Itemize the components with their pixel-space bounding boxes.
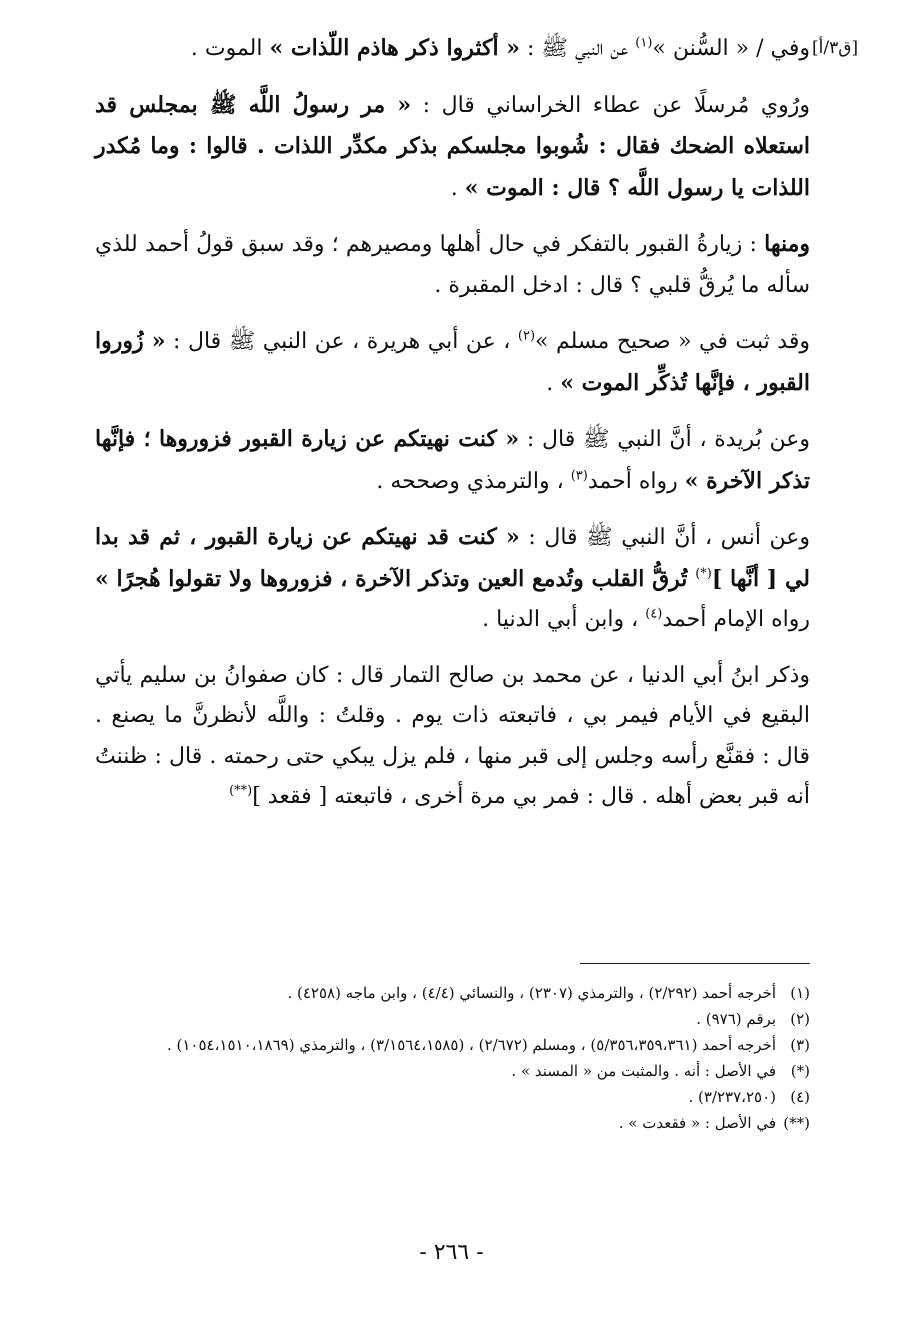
paragraph [95,85,810,210]
text-run: عن النبي ﷺ : [519,36,636,61]
text-run: وعن بُريدة ، أنَّ النبي ﷺ قال : [519,427,810,452]
footnote-number: (٢) [790,1010,810,1028]
text-run: ورُوي مُرسلًا عن عطاء الخراساني قال : [411,92,810,118]
manuscript-folio-marker: [ق٣/أ] [812,38,859,58]
footnote-number: (٣) [790,1036,810,1054]
bold-text: ومنها [764,231,810,257]
paragraph [95,656,810,818]
footnote-ref: (١) [635,35,653,51]
paragraph [95,28,810,70]
text-run: . [546,370,561,396]
footnote-text: (٣/٢٣٧،٢٥٠) . [688,1088,776,1106]
footnote-number: (*) [790,1062,810,1080]
paragraph [95,224,810,306]
page-number: - ٢٦٦ - [419,1240,484,1265]
paragraph [95,517,810,641]
footnote-ref: (٢) [517,328,536,344]
footnote [100,980,810,1006]
footnote-text: برقم (٩٧٦) . [696,1010,776,1028]
text-run: وعن أنس ، أنَّ النبي ﷺ قال : [519,525,811,550]
text-run: ، عن أبي هريرة ، عن النبي ﷺ قال : [165,329,518,354]
main-text [95,28,810,818]
footnotes [100,980,810,1136]
text-run: : زيارةُ القبور بالتفكر في حال أهلها ومصيرهم ؛ وقد سبق قولُ أحمد للذي سأله ما يُرقُّ قلبي ؟ قال : ادخل المقبرة . [95,232,810,298]
text-run: وذكر ابنُ أبي الدنيا ، عن محمد بن صالح التمار قال : كان صفوانُ بن سليم يأتي البقيع في الأيام فيمر بي ، فاتبعته ذات يوم . وقلتُ : واللَّه لأنظرنَّ ما يصنع . قال : فقنَّع رأسه وجلس إلى قبر منها ، فلم يزل يبكي حتى رحمته . قال : ظننتُ أنه قبر بعض أهله . قال : فمر بي مرة أخرى ، فاتبعته [ فقعد ] [95,662,810,809]
text-run: ، والترمذي وصححه . [376,468,571,494]
footnote [100,1058,810,1084]
bold-text: تُرقُّ القلب وتُدمع العين وتذكر الآخرة ، فزوروها ولا تقولوا هُجرًا » [95,565,696,592]
text-run: وقد ثبت في « صحيح مسلم » [535,329,810,354]
footnote-number: (١) [790,984,810,1002]
footnote [100,1110,810,1136]
bold-text: « مر رسولُ اللَّه ﷺ بمجلس قد استعلاه الضحك فقال : شُوبوا مجلسكم بذكر مكدِّر اللذات . قالوا : وما مُكدر اللذات يا رسول اللَّه ؟ قال : الموت » [95,91,810,201]
footnote-text: أخرجه أحمد (٢/٢٩٢) ، والترمذي (٢٣٠٧) ، والنسائي (٤/٤) ، وابن ماجه (٤٢٥٨) . [287,984,776,1002]
footnote-ref: (**) [229,783,253,799]
text-run: رواه أحمد [587,468,685,494]
bold-text: « كنت قد نهيتكم عن زيارة القبور ، ثم قد بدا لي [ أنَّها ] [95,524,810,592]
footnote-text: أخرجه أحمد (٥/٣٥٦،٣٥٩،٣٦١) ، ومسلم (٢/٦٧٢) ، (٣/١٥٦٤،١٥٨٥) ، والترمذي (١٠٥٤،١٥١٠،١٨٦٩) . [166,1036,776,1054]
footnote-text: في الأصل : أنه . والمثبت من « المسند » . [511,1062,776,1080]
bold-text: « أكثروا ذكر هاذم اللّذات » [269,35,520,61]
text-run: الموت . [190,36,270,61]
footnote [100,1084,810,1110]
footnote-number: (**) [783,1114,810,1132]
footnote-text: في الأصل : « فقعدت » . [618,1114,776,1132]
text-run: رواه الإمام أحمد [662,607,810,632]
paragraph [95,419,810,502]
footnote-ref: (٣) [570,468,588,484]
text-run: ، وابن أبي الدنيا . [482,607,646,632]
bold-text: « كنت نهيتكم عن زيارة القبور فزوروها ؛ فإنَّها تذكر الآخرة » [95,426,810,494]
bold-text: « زُوروا القبور ، فإنَّها تُذكِّر الموت » [95,328,810,396]
text-run: وفي / « السُّنن » [652,36,810,61]
footnote [100,1006,810,1032]
footnote-number: (٤) [790,1088,810,1106]
paragraph [95,321,810,404]
text-run: . [450,175,465,201]
footnote-separator [580,963,810,964]
footnote [100,1032,810,1058]
footnote-ref: (*) [695,566,712,582]
footnote-ref: (٤) [645,606,663,622]
